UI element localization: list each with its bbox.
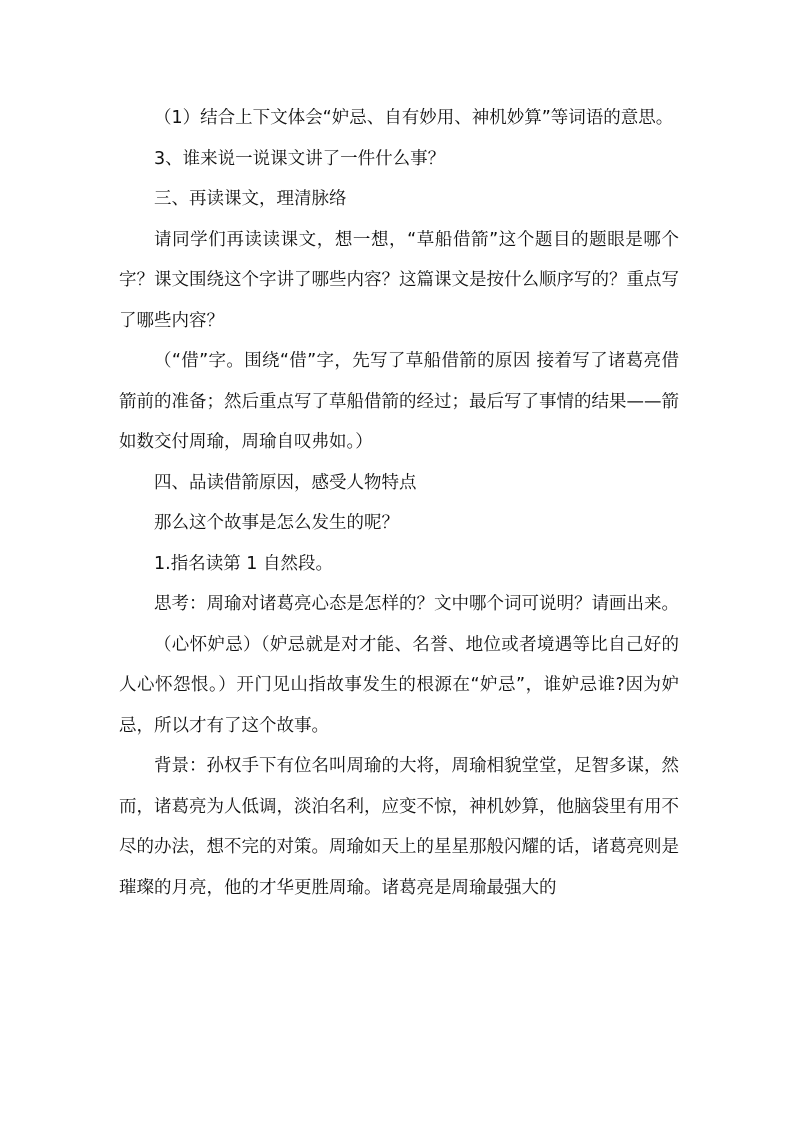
paragraph-think-prompt: 思考：周瑜对诸葛亮心态是怎样的？文中哪个词可说明？请画出来。 bbox=[154, 594, 679, 614]
section-heading-four: 四、品读借箭原因，感受人物特点 bbox=[154, 472, 417, 493]
paragraph-story-question: 那么这个故事是怎么发生的呢？ bbox=[154, 513, 399, 533]
section-heading-three: 三、再读课文，理清脉络 bbox=[154, 189, 347, 209]
paragraph-reread-answer: （“借”字。围绕“借”字，先写了草船借箭的原因 接着写了诸葛亮借箭前的准备；然后重点写了草船借箭的经过；最后写了事情的结果——箭如数交付周瑜，周瑜自叹弗如。） bbox=[119, 351, 679, 452]
paragraph-read-first-section: 1.指名读第 1 自然段。 bbox=[154, 553, 333, 574]
paragraph-background: 背景：孙权手下有位名叫周瑜的大将，周瑜相貌堂堂，足智多谋，然而，诸葛亮为人低调，淡泊名利，应变不惊，神机妙算，他脑袋里有用不尽的办法，想不完的对策。周瑜如天上的星星那般闪耀的话，诸葛亮则是璀璨的月亮，他的才华更胜周瑜。诸葛亮是周瑜最强大的 bbox=[119, 756, 679, 898]
paragraph-reread-prompt: 请同学们再读读课文，想一想，“草船借箭”这个题目的题眼是哪个字？课文围绕这个字讲了哪些内容？这篇课文是按什么顺序写的？重点写了哪些内容？ bbox=[119, 229, 679, 331]
paragraph-question-3: 3、谁来说一说课文讲了一件什么事？ bbox=[154, 148, 446, 169]
paragraph-question-1: （1）结合上下文体会“妒忌、自有妙用、神机妙算”等词语的意思。 bbox=[154, 108, 674, 128]
document-body bbox=[119, 98, 679, 908]
paragraph-jealousy-answer: （心怀妒忌）（妒忌就是对才能、名誉、地位或者境遇等比自己好的人心怀怨恨。）开门见山指故事发生的根源在“妒忌”，谁妒忌谁?因为妒忌，所以才有了这个故事。 bbox=[119, 634, 679, 736]
